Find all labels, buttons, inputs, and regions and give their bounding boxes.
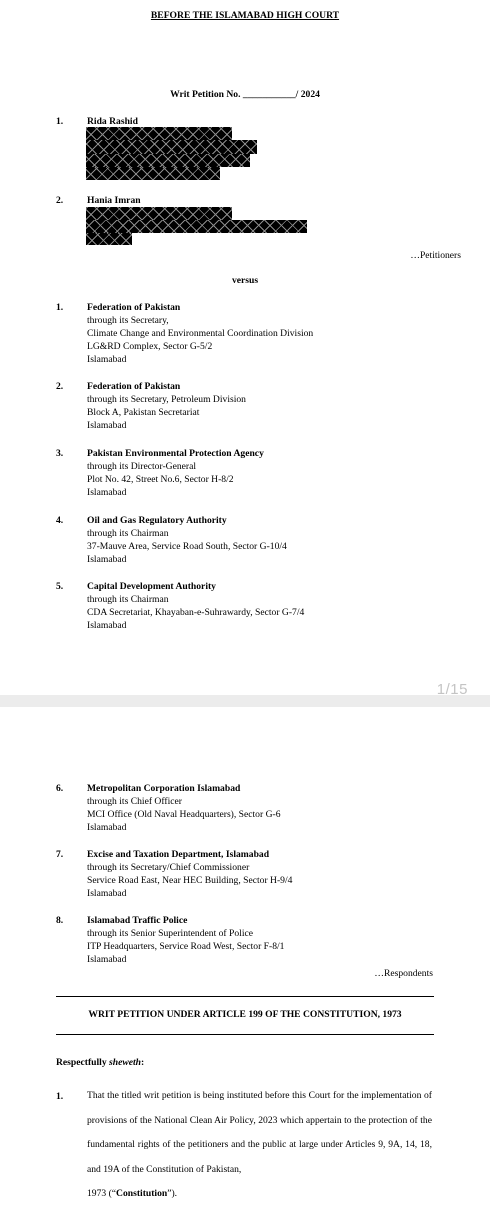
respondent-line: Islamabad <box>87 554 127 565</box>
paragraph-tail-bold: Constitution <box>116 1188 168 1200</box>
respondent-line: 37-Mauve Area, Service Road South, Sector G-10/4 <box>87 541 287 552</box>
respondent-name: Pakistan Environmental Protection Agency <box>87 448 264 459</box>
respondent-3 <box>87 447 264 499</box>
respondent-name: Federation of Pakistan <box>87 381 181 392</box>
respondent-name: Excise and Taxation Department, Islamabad <box>87 849 270 860</box>
respondent-number: 1. <box>56 302 64 313</box>
respondent-line: LG&RD Complex, Sector G-5/2 <box>87 341 213 352</box>
respondent-line: Islamabad <box>87 420 127 431</box>
respondent-line: Service Road East, Near HEC Building, Sector H-9/4 <box>87 875 293 886</box>
document-page-2 <box>0 707 490 1200</box>
respondent-line: MCI Office (Old Naval Headquarters), Sector G-6 <box>87 809 281 820</box>
respondent-line: through its Secretary, Petroleum Division <box>87 394 246 405</box>
respondent-line: Islamabad <box>87 354 127 365</box>
redaction-block <box>86 167 220 180</box>
petitioner-2 <box>87 194 141 207</box>
respondent-line: Block A, Pakistan Secretariat <box>87 407 200 418</box>
respondent-line: Islamabad <box>87 487 127 498</box>
respondent-line: through its Secretary, <box>87 315 169 326</box>
respondent-name: Federation of Pakistan <box>87 302 181 313</box>
court-title: BEFORE THE ISLAMABAD HIGH COURT <box>150 10 340 21</box>
respondent-line: Plot No. 42, Street No.6, Sector H-8/2 <box>87 474 234 485</box>
petitioner-name: Hania Imran <box>87 195 141 206</box>
salutation-italic: sheweth <box>109 1057 142 1068</box>
respondent-line: CDA Secretariat, Khayaban-e-Suhrawardy, Sector G-7/4 <box>87 607 305 618</box>
salutation-prefix: Respectfully <box>56 1057 110 1068</box>
petitioner-number: 2. <box>56 195 64 206</box>
respondent-line: Islamabad <box>87 620 127 631</box>
respondent-name: Oil and Gas Regulatory Authority <box>87 515 227 526</box>
respondent-line: through its Chairman <box>87 594 169 605</box>
respondent-line: Islamabad <box>87 822 127 833</box>
respondent-name: Islamabad Traffic Police <box>87 915 188 926</box>
paragraph-tail <box>87 1182 432 1207</box>
respondent-number: 6. <box>56 783 64 794</box>
redaction-block <box>86 140 257 154</box>
respondent-number: 8. <box>56 915 64 926</box>
respondent-line: through its Chief Officer <box>87 796 182 807</box>
respondent-line: through its Chairman <box>87 528 169 539</box>
redaction-block <box>86 233 132 245</box>
respondent-7 <box>87 848 292 900</box>
page-separator <box>0 695 490 707</box>
salutation-suffix: : <box>141 1057 145 1068</box>
paragraph-1 <box>87 1084 432 1207</box>
respondent-line: through its Senior Superintendent of Police <box>87 928 254 939</box>
respondent-number: 7. <box>56 849 64 860</box>
respondent-line: through its Director-General <box>87 461 197 472</box>
writ-petition-number: Writ Petition No. ___________/ 2024 <box>170 89 320 100</box>
divider-line <box>56 1034 434 1035</box>
redaction-block <box>86 154 250 167</box>
redaction-block <box>86 127 232 140</box>
respondent-5 <box>87 580 304 632</box>
paragraph-body: That the titled writ petition is being instituted before this Court for the implementation of provisions of the National Clean Air Policy, 2023 which appertain to the protection of the fundamental rights of the petitioners and the public at large under Articles 9, 9A, 14, 18, and 19A of the Constitution of Pakistan, <box>87 1090 432 1175</box>
respondent-line: Islamabad <box>87 954 127 965</box>
paragraph-tail-prefix: 1973 (“ <box>87 1188 117 1200</box>
respondent-2 <box>87 380 246 432</box>
respondent-number: 4. <box>56 515 64 526</box>
respondent-1 <box>87 301 313 366</box>
paragraph-number: 1. <box>56 1091 64 1102</box>
respondent-4 <box>87 514 287 566</box>
petitioner-number: 1. <box>56 116 64 127</box>
respondent-line: ITP Headquarters, Service Road West, Sector F-8/1 <box>87 941 285 952</box>
respondent-name: Metropolitan Corporation Islamabad <box>87 783 241 794</box>
petitioner-name: Rida Rashid <box>87 116 138 127</box>
respondent-name: Capital Development Authority <box>87 581 216 592</box>
respondent-line: Islamabad <box>87 888 127 899</box>
redaction-block <box>86 220 307 233</box>
respondents-label: …Respondents <box>374 968 433 979</box>
petition-heading: WRIT PETITION UNDER ARTICLE 199 OF THE CONSTITUTION, 1973 <box>88 1009 402 1020</box>
divider-line <box>56 996 434 997</box>
respondent-number: 2. <box>56 381 64 392</box>
respondent-line: through its Secretary/Chief Commissioner <box>87 862 250 873</box>
page-indicator: 1/15 <box>436 681 468 698</box>
respondent-line: Climate Change and Environmental Coordination Division <box>87 328 314 339</box>
versus-label: versus <box>231 275 259 286</box>
respondent-8 <box>87 914 284 966</box>
redaction-block <box>86 207 232 220</box>
petitioners-label: …Petitioners <box>410 250 461 261</box>
respondent-number: 3. <box>56 448 64 459</box>
respondent-6 <box>87 782 281 834</box>
salutation <box>56 1056 144 1069</box>
respondent-number: 5. <box>56 581 64 592</box>
paragraph-tail-suffix: ”). <box>167 1188 178 1200</box>
